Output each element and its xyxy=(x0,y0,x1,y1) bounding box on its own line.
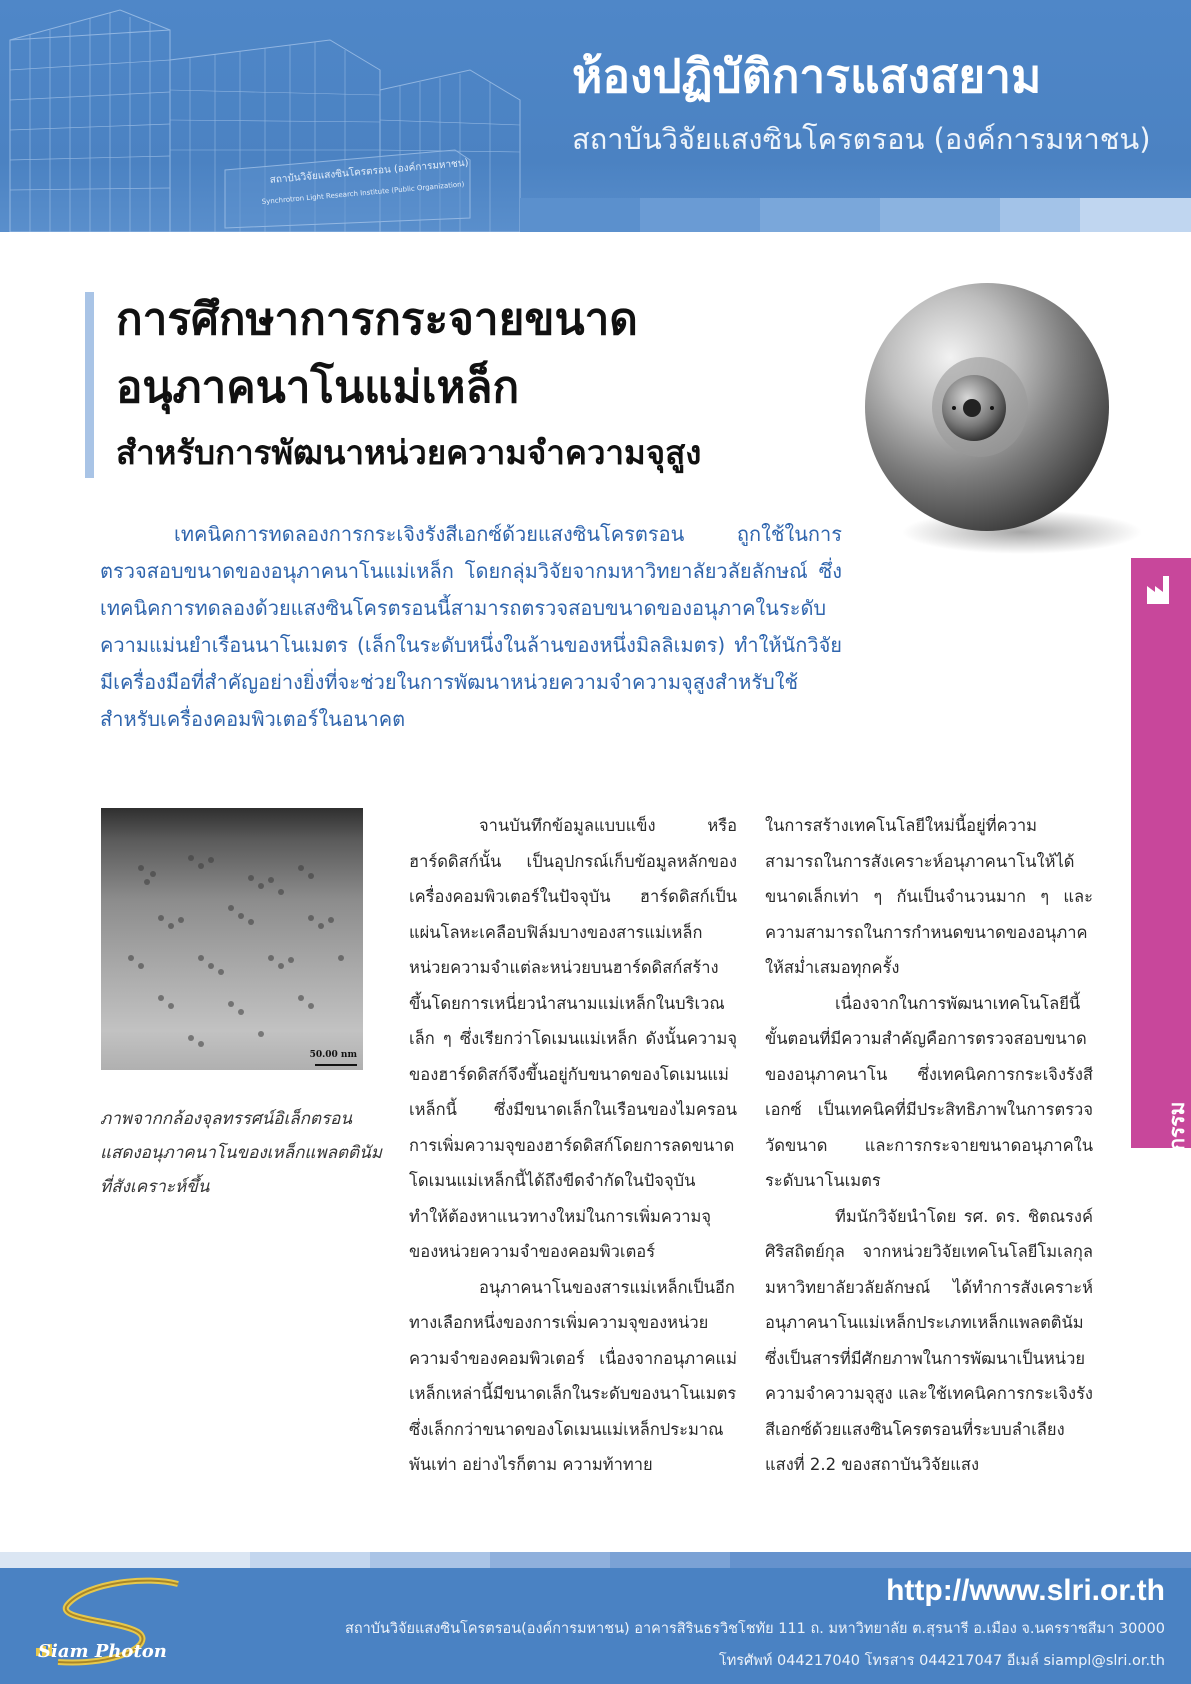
side-tab-label: งานวิจัยด้านอุตสาหกรรม xyxy=(1165,1101,1189,1328)
footer-color-strip xyxy=(0,1552,1191,1568)
col2-paragraph-1: ในการสร้างเทคโนโลยีใหม่นี้อยู่ที่ความสามารถในการสังเคราะห์อนุภาคนาโนให้ได้ขนาดเล็กเท่า ๆ กันเป็นจำนวนมาก ๆ และความสามารถในการกำหนดขนาดของอนุภาคให้สม่ำเสมอทุกครั้ง xyxy=(765,816,1093,977)
header-title: ห้องปฏิบัติการแสงสยาม xyxy=(572,49,1042,103)
svg-text:สถาบันวิจัยแสงซินโครตรอน (องค์: สถาบันวิจัยแสงซินโครตรอน (องค์การมหาชน) xyxy=(269,157,470,186)
scale-bar-label: 50.00 nm xyxy=(309,1050,357,1060)
nanoparticle-dots xyxy=(101,808,363,1070)
factory-icon xyxy=(1143,572,1179,608)
header-subtitle: สถาบันวิจัยแสงซินโครตรอน (องค์การมหาชน) xyxy=(572,122,1151,156)
header-color-strip xyxy=(520,198,1191,232)
body-column-2 xyxy=(765,808,1093,1483)
lead-paragraph: เทคนิคการทดลองการกระเจิงรังสีเอกซ์ด้วยแสงซินโครตรอน ถูกใช้ในการตรวจสอบขนาดของอนุภาคนาโนแม่เหล็ก โดยกลุ่มวิจัยจากมหาวิทยาลัยวลัยลักษณ์ ซึ่งเทคนิคการทดลองด้วยแสงซินโครตรอนนี้สามารถตรวจสอบขนาดของอนุภาคในระดับความแม่นยำเรือนนาโนเมตร (เล็กในระดับหนึ่งในล้านของหนึ่งมิลลิเมตร) ทำให้นักวิจัยมีเครื่องมือที่สำคัญอย่างยิ่งที่จะช่วยในการพัฒนาหน่วยความจำความจุสูงสำหรับใช้สำหรับเครื่องคอมพิวเตอร์ในอนาคต xyxy=(100,522,842,731)
website-link[interactable]: http://www.slri.or.th xyxy=(886,1574,1165,1607)
svg-text:Synchrotron Light Research Ins: Synchrotron Light Research Institute (Public Organization) xyxy=(261,180,465,206)
col1-paragraph-1: จานบันทึกข้อมูลแบบแข็ง หรือ ฮาร์ดดิสก์นั้น เป็นอุปกรณ์เก็บข้อมูลหลักของเครื่องคอมพิวเตอร์ในปัจจุบัน ฮาร์ดดิสก์เป็นแผ่นโลหะเคลือบฟิล์มบางของสารแม่เหล็ก หน่วยความจำแต่ละหน่วยบนฮาร์ดดิสก์สร้างขึ้นโดยการเหนี่ยวนำสนามแม่เหล็กในบริเวณเล็ก ๆ ซึ่งเรียกว่าโดเมนแม่เหล็ก ดังนั้นความจุของฮาร์ดดิสก์จึงขึ้นอยู่กับขนาดของโดเมนแม่เหล็กนี้ ซึ่งมีขนาดเล็กในเรือนของไมครอน การเพิ่มความจุของฮาร์ดดิสก์โดยการลดขนาดโดเมนแม่เหล็กนี้ได้ถึงขีดจำกัดในปัจจุบัน ทำให้ต้องหาแนวทางใหม่ในการเพิ่มความจุของหน่วยความจำของคอมพิวเตอร์ xyxy=(409,816,737,1261)
footer-address: สถาบันวิจัยแสงซินโครตรอน(องค์การมหาชน) อาคารสิรินธรวิชโชทัย 111 ถ. มหาวิทยาลัย ต.สุรนารี อ.เมือง จ.นครราชสีมา 30000 xyxy=(344,1621,1165,1637)
article-title-line-3: สำหรับการพัฒนาหน่วยความจำความจุสูง xyxy=(116,433,702,472)
col1-paragraph-2: อนุภาคนาโนของสารแม่เหล็กเป็นอีกทางเลือกหนึ่งของการเพิ่มความจุของหน่วยความจำของคอมพิวเตอร์ เนื่องจากอนุภาคแม่เหล็กเหล่านี้มีขนาดเล็กในระดับของนาโนเมตร ซึ่งเล็กกว่าขนาดของโดเมนแม่เหล็กประมาณพันเท่า อย่างไรก็ตาม ความท้าทาย xyxy=(409,1277,737,1474)
col2-paragraph-2: เนื่องจากในการพัฒนาเทคโนโลยีนี้ ขั้นตอนที่มีความสำคัญคือการตรวจสอบขนาดของอนุภาคนาโน ซึ่งเทคนิคการกระเจิงรังสีเอกซ์ เป็นเทคนิคที่มีประสิทธิภาพในการตรวจวัดขนาด และการกระจายขนาดอนุภาคในระดับนาโนเมตร xyxy=(765,993,1093,1190)
header-banner xyxy=(0,0,1191,232)
image-caption: ภาพจากกล้องจุลทรรศน์อิเล็กตรอน แสดงอนุภาคนาโนของเหล็กแพลตตินัมที่สังเคราะห์ขึ้น xyxy=(100,1109,382,1197)
article-title-line-1: การศึกษาการกระจายขนาด xyxy=(116,294,638,345)
building-illustration xyxy=(0,0,560,232)
footer-contact: โทรศัพท์ 044217040 โทรสาร 044217047 อีเมล์ siampl@slri.or.th xyxy=(718,1653,1165,1669)
metal-disc-image xyxy=(862,282,1142,562)
article-title-line-2: อนุภาคนาโนแม่เหล็ก xyxy=(116,362,520,413)
body-column-1 xyxy=(409,808,737,1483)
title-accent-bar xyxy=(85,292,94,478)
logo-text: Siam Photon xyxy=(38,1641,167,1662)
col2-paragraph-3: ทีมนักวิจัยนำโดย รศ. ดร. ชิตณรงค์ ศิริสถิตย์กุล จากหน่วยวิจัยเทคโนโลยีโมเลกุล มหาวิทยาลัยวลัยลักษณ์ ได้ทำการสังเคราะห์อนุภาคนาโนแม่เหล็กประเภทเหล็กแพลตตินัม ซึ่งเป็นสารที่มีศักยภาพในการพัฒนาเป็นหน่วยความจำความจุสูง และใช้เทคนิคการกระเจิงรังสีเอกซ์ด้วยแสงซินโครตรอนที่ระบบลำเลียงแสงที่ 2.2 ของสถาบันวิจัยแสง xyxy=(765,1206,1093,1474)
siam-photon-logo xyxy=(28,1574,198,1680)
scale-bar xyxy=(315,1064,357,1066)
electron-micrograph xyxy=(101,808,363,1070)
section-side-tab xyxy=(1131,558,1191,1328)
